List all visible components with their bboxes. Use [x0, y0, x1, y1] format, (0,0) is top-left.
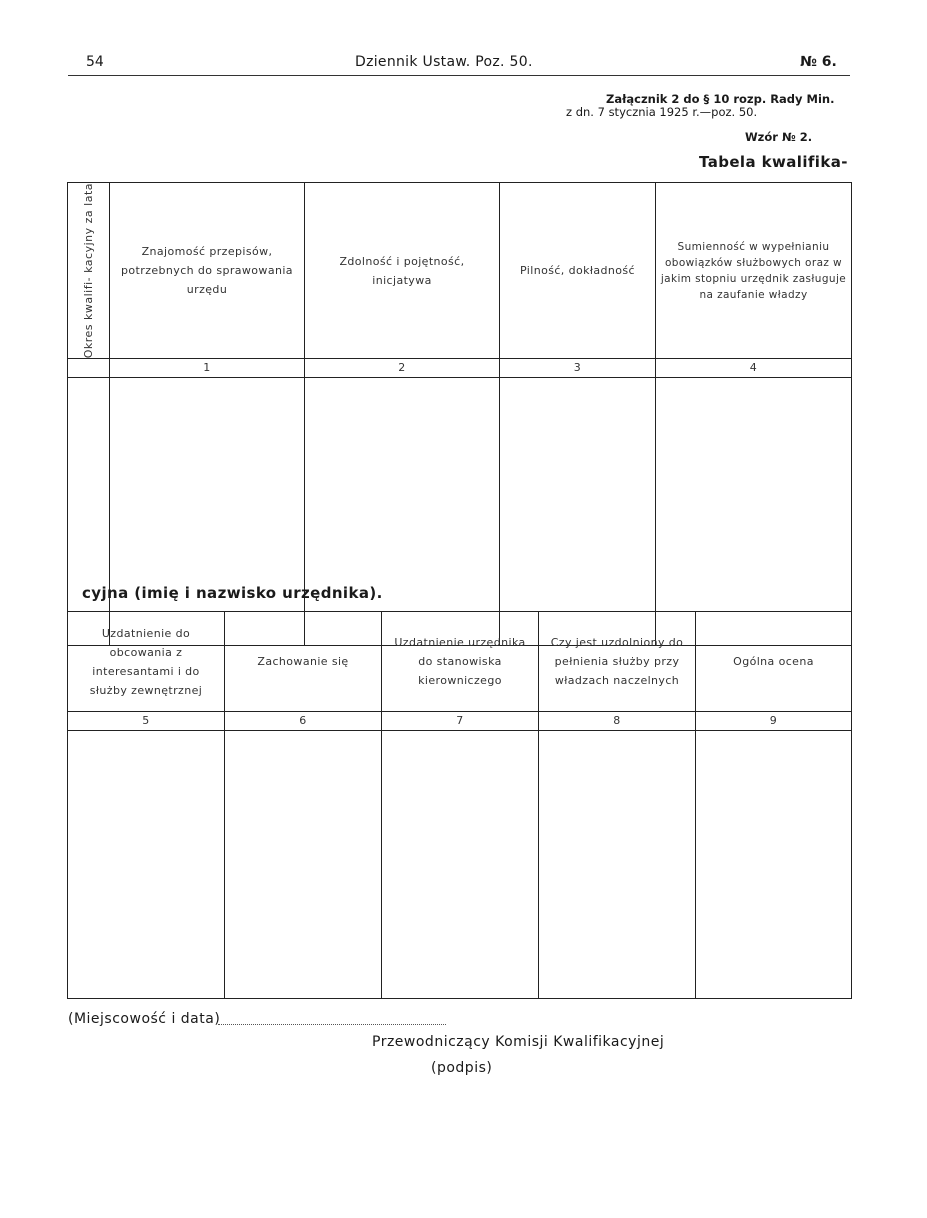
qualification-table-2	[67, 611, 852, 999]
col-number-8: 8	[539, 712, 696, 731]
form-number: Wzór № 2.	[745, 130, 813, 144]
place-date-label: (Miejscowość i data)	[68, 1011, 221, 1027]
fill-cell[interactable]	[68, 378, 110, 646]
fill-cell[interactable]	[305, 378, 500, 646]
period-header	[68, 183, 110, 359]
header-rule	[68, 75, 850, 76]
fill-cell[interactable]	[382, 731, 539, 999]
fill-cell[interactable]	[539, 731, 696, 999]
col-header-5: Uzdatnienie do obcowania z interesantami i do służby zewnętrznej	[68, 612, 225, 712]
period-header-label: Okres kwalifi- kacyjny za lata	[82, 183, 95, 359]
qualification-table-1	[67, 182, 852, 646]
fill-cell[interactable]	[656, 378, 852, 646]
col-number-7: 7	[382, 712, 539, 731]
col-number-1: 1	[110, 359, 305, 378]
col-number-9: 9	[696, 712, 852, 731]
col-number-6: 6	[225, 712, 382, 731]
page-number: 54	[86, 54, 104, 70]
fill-cell[interactable]	[225, 731, 382, 999]
signature-label: (podpis)	[431, 1060, 493, 1076]
issue-number: № 6.	[800, 54, 837, 70]
fill-cell[interactable]	[696, 731, 852, 999]
col-header-7: Uzdatnienie urzędnika do stanowiska kierowniczego	[382, 612, 539, 712]
col-number-4: 4	[656, 359, 852, 378]
col-header-6: Zachowanie się	[225, 612, 382, 712]
fill-cell[interactable]	[68, 731, 225, 999]
col-header-2: Zdolność i pojętność, inicjatywa	[305, 183, 500, 359]
annex-line-1: Załącznik 2 do § 10 rozp. Rady Min.	[606, 92, 835, 106]
col-header-1: Znajomość przepisów, potrzebnych do sprawowania urzędu	[110, 183, 305, 359]
col-number-5: 5	[68, 712, 225, 731]
fill-cell[interactable]	[110, 378, 305, 646]
number-cell-blank	[68, 359, 110, 378]
title-part-2: cyjna (imię i nazwisko urzędnika).	[82, 584, 383, 602]
col-header-9: Ogólna ocena	[696, 612, 852, 712]
col-header-3: Pilność, dokładność	[500, 183, 656, 359]
col-number-3: 3	[500, 359, 656, 378]
col-number-2: 2	[305, 359, 500, 378]
annex-line-2: z dn. 7 stycznia 1925 r.—poz. 50.	[566, 105, 758, 119]
place-date-line[interactable]	[218, 1024, 446, 1025]
fill-cell[interactable]	[500, 378, 656, 646]
col-header-8: Czy jest uzdolniony do pełnienia służby przy władzach naczelnych	[539, 612, 696, 712]
journal-title: Dziennik Ustaw. Poz. 50.	[355, 54, 533, 70]
title-part-1: Tabela kwalifika-	[699, 153, 848, 171]
col-header-4: Sumienność w wypełnianiu obowiązków służbowych oraz w jakim stopniu urzędnik zasługuje na zaufanie władzy	[656, 183, 852, 359]
chairman-label: Przewodniczący Komisji Kwalifikacyjnej	[372, 1034, 665, 1050]
